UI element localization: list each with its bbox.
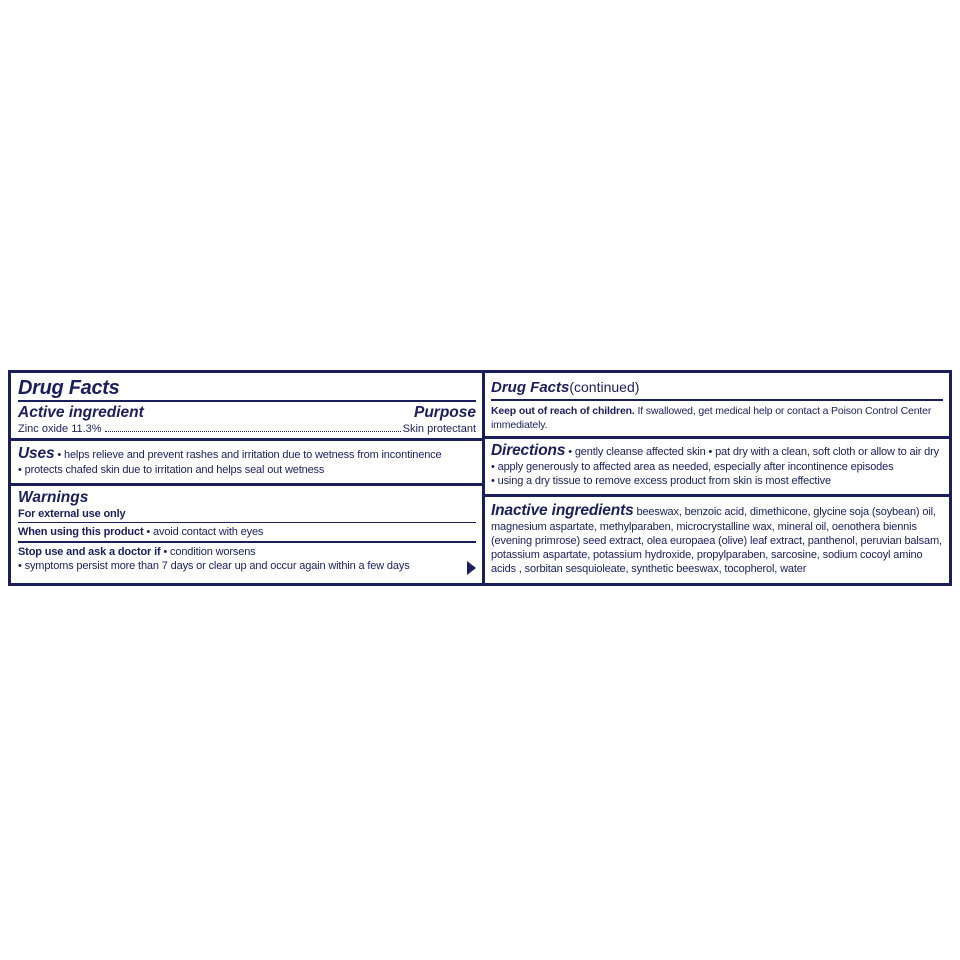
leader-dots bbox=[105, 431, 401, 432]
bullet: • bbox=[18, 560, 22, 572]
bullet: • bbox=[163, 546, 168, 558]
bullet: • bbox=[491, 461, 495, 473]
uses-heading: Uses bbox=[18, 445, 55, 462]
continued-header bbox=[485, 373, 949, 397]
directions-heading: Directions bbox=[491, 442, 566, 459]
drug-facts-left-column bbox=[11, 373, 485, 583]
purpose-heading: Purpose bbox=[413, 404, 476, 421]
right-triangle-icon bbox=[467, 561, 476, 575]
directions-item: gently cleanse affected skin bbox=[574, 446, 706, 458]
warnings-heading: Warnings bbox=[18, 489, 89, 506]
bullet: • bbox=[146, 526, 151, 538]
divider bbox=[18, 400, 476, 402]
keep-out-section bbox=[485, 401, 949, 432]
bullet: • bbox=[568, 446, 572, 458]
drug-facts-right-column bbox=[485, 373, 949, 583]
stop-use-label: Stop use and ask a doctor if bbox=[18, 546, 161, 558]
ingredient-row bbox=[18, 422, 476, 436]
uses-item: protects chafed skin due to irritation and helps seal out wetness bbox=[24, 464, 325, 476]
directions-item: pat dry with a clean, soft cloth or allow to air dry bbox=[715, 446, 940, 458]
keep-out-label: Keep out of reach of children. bbox=[491, 405, 635, 417]
directions-item: using a dry tissue to remove excess product from skin is most effective bbox=[497, 475, 831, 487]
ingredient-name: Zinc oxide 11.3% bbox=[18, 423, 102, 435]
directions-item: apply generously to affected area as needed, especially after incontinence episodes bbox=[497, 461, 894, 473]
drug-facts-continued-title: Drug Facts bbox=[491, 379, 570, 396]
active-ingredient-heading: Active ingredient bbox=[18, 404, 144, 421]
warnings-section bbox=[18, 486, 476, 573]
when-using-label: When using this product bbox=[18, 526, 144, 538]
stop-use-item: condition worsens bbox=[170, 546, 256, 558]
bullet: • bbox=[708, 446, 713, 458]
keep-out-text: If swallowed, get medical help or contact a Poison Control Center immediately. bbox=[491, 405, 932, 431]
bullet: • bbox=[18, 464, 22, 476]
uses-item: helps relieve and prevent rashes and irritation due to wetness from incontinence bbox=[63, 449, 442, 461]
stop-use-item: symptoms persist more than 7 days or clear up and occur again within a few days bbox=[24, 560, 410, 572]
bullet: • bbox=[57, 449, 62, 461]
external-use-note: For external use only bbox=[18, 508, 126, 520]
when-using-text: avoid contact with eyes bbox=[153, 526, 264, 538]
uses-section bbox=[18, 441, 476, 477]
drug-facts-title: Drug Facts bbox=[18, 377, 120, 399]
inactive-ingredients-heading: Inactive ingredients bbox=[491, 502, 634, 519]
continued-label: (continued) bbox=[569, 379, 640, 395]
drug-facts-panel bbox=[8, 370, 952, 586]
directions-section bbox=[485, 439, 949, 488]
inactive-ingredients-section bbox=[485, 497, 949, 576]
inactive-ingredients-text: beeswax, benzoic acid, dimethicone, glycine soja (soybean) oil, magnesium aspartate, methylparaben, microcrystalline wax, mineral oil, oenothera biennis (evening primrose) seed extract, olea europaea (olive) leaf extract, panthenol, peruvian balsam, potassium aspartate, potassium hydroxide, propylparaben, sarcosine, sodium cocoyl amino acids , sorbitan sesquioleate, synthetic beeswax, tocopherol, water bbox=[491, 506, 942, 575]
ingredient-purpose: Skin protectant bbox=[402, 423, 476, 435]
bullet: • bbox=[491, 475, 495, 487]
